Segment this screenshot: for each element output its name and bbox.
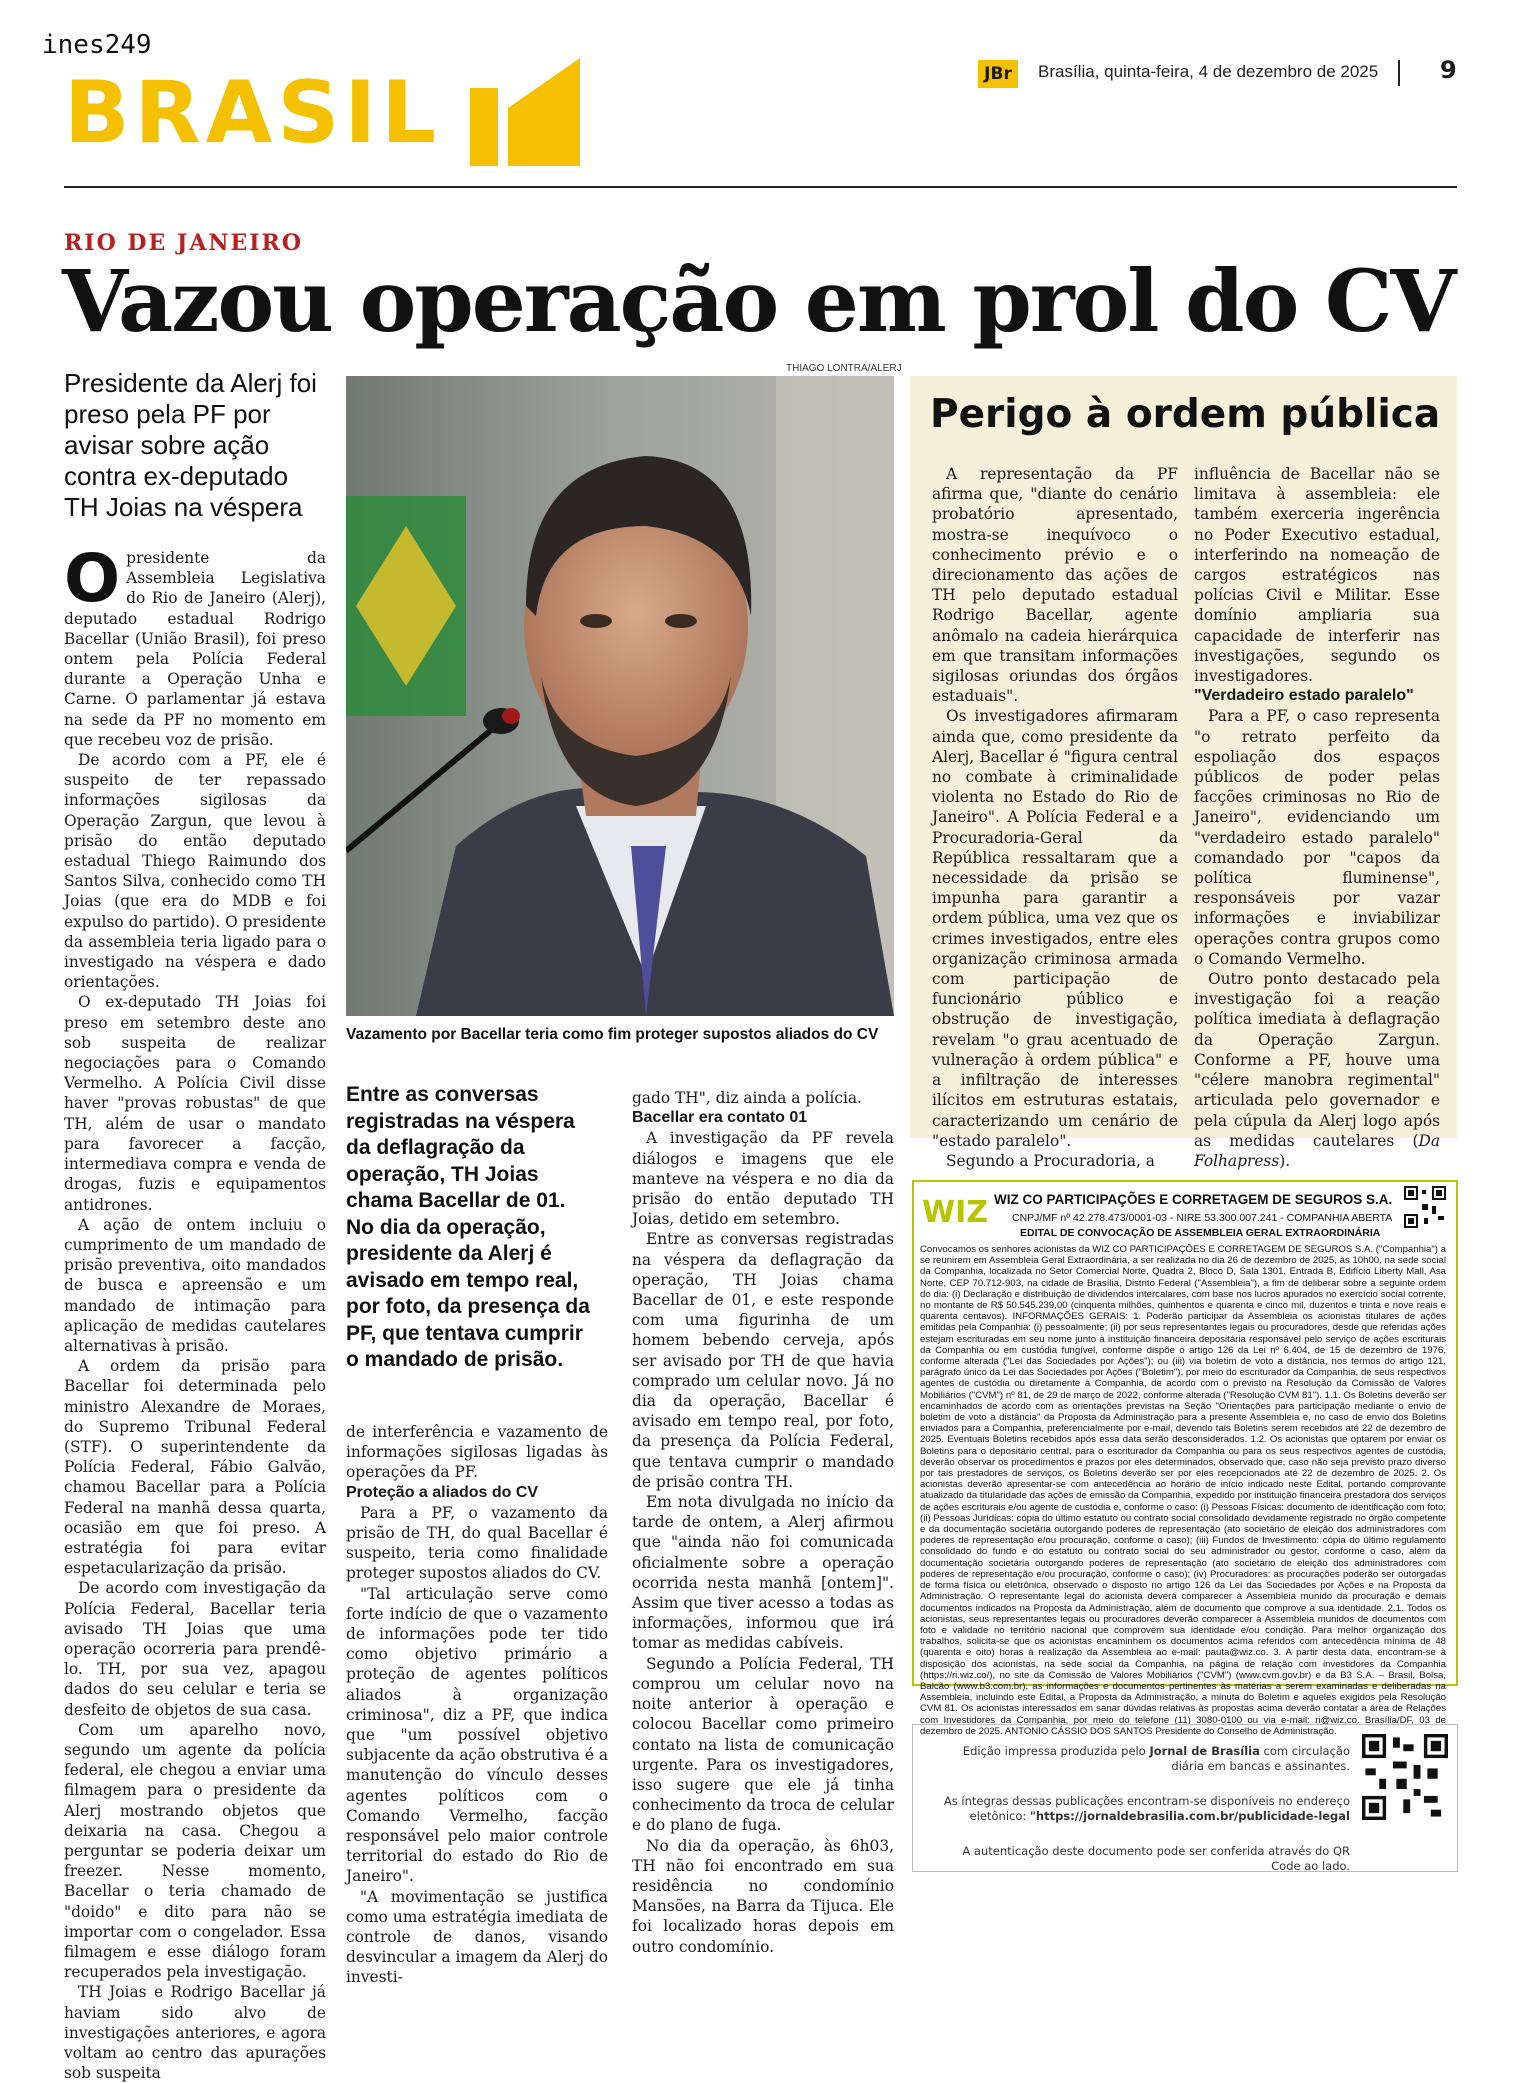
article-column-1 xyxy=(64,540,326,2083)
svg-text:WIZ: WIZ xyxy=(922,1195,989,1230)
page-tag: ines249 xyxy=(42,30,152,60)
header-divider xyxy=(1398,60,1400,86)
paragraph: gado TH", diz ainda a polícia. xyxy=(632,1089,862,1107)
paragraph: Segundo a Polícia Federal, TH comprou um celular novo na noite anterior à operação e colocou Bacellar como primeiro contato na lista de comunicação urgente. Para os investigadores, isso sugere que ele já tinha conhecimento da troca de celular e do plano de fuga. xyxy=(632,1654,894,1835)
header-rule xyxy=(64,186,1457,188)
qr-code-icon xyxy=(1404,1186,1446,1228)
sidebar-column-2 xyxy=(1194,464,1440,1171)
kicker: RIO DE JANEIRO xyxy=(64,230,303,256)
paragraph: De acordo com a PF, ele é suspeito de ter repassado informações sigilosas da Operação Zargun, que levou à prisão do então deputado estadual Thiego Raimundo dos Santos Silva, conhecido como TH Joias (que era do MDB e foi expulso do partido). O presidente da assembleia teria ligado para o investigado na véspera e dado orientações. xyxy=(64,751,326,992)
paragraph: Em nota divulgada no início da tarde de ontem, a Alerj afirmou que "ainda não foi comunicada oficialmente sobre a operação ocorrida nesta manhã [ontem]". Assim que tiver acesso a todas as informações, informou que irá tomar as medidas cabíveis. xyxy=(632,1493,894,1653)
article-column-2 xyxy=(346,1422,608,1988)
sidebar-title: Perigo à ordem pública xyxy=(930,392,1441,437)
source-credit: Da Folhapress xyxy=(1194,1131,1440,1170)
paragraph: De acordo com investigação da Polícia Federal, Bacellar teria avisado TH Joias que uma operação ocorreria para prendê-lo. TH, por sua vez, apagou dados do seu celular e teria se desfeito de objetos de sua casa. xyxy=(64,1579,326,1719)
sidebar-column-1 xyxy=(932,464,1178,1171)
paragraph: Com um aparelho novo, segundo um agente da polícia federal, ele chegou a enviar uma filmagem para o presidente da Alerj mostrando objetos que deixaria na casa. Chegou a perguntar se poderia deixar um freezer. Nesse momento, Bacellar o teria chamado de "doido" e dito para não se importar com o congelador. Essa filmagem e esse diálogo foram recuperados pela investigação. xyxy=(64,1720,326,1982)
wiz-logo-icon xyxy=(920,1190,990,1230)
subhead: Presidente da Alerj foi preso pela PF por avisar sobre ação contra ex-deputado TH Joias na véspera xyxy=(64,368,317,522)
notice-edital: EDITAL DE CONVOCAÇÃO DE ASSEMBLEIA GERAL EXTRAORDINÁRIA xyxy=(1020,1227,1381,1239)
section-subtitle: "Verdadeiro estado paralelo" xyxy=(1194,687,1414,705)
paragraph: Entre as conversas registradas na véspera da deflagração da operação, TH Joias chama Bacellar de 01, e este responde com uma figurinha de um homem bebendo cerveja, após ser avisado por TH de que havia comprado um celular novo. Já no dia da operação, Bacellar é avisado em tempo real, por foto, da presença da Polícia Federal, que tentava cumprir o mandado de prisão contra TH. xyxy=(632,1230,894,1491)
notice-text: Convocamos os senhores acionistas da WIZ CO PARTICIPAÇÕES E CORRETAGEM DE SEGUROS S.A. ("Companhia") a se reunirem em Assembleia Geral Extraordinária, a ser realizada no dia 26 de dezembro de 2025, às 10h00, na sede social da Companhia, localizada no Setor Comercial Norte, Quadra 2, Bloco D, Sala 1301, Entrada B, Edifício Liberty Mall, Asa Norte, CEP 70.712-903, na cidade de Brasília, Distrito Federal ("Assembleia"), a fim de deliberar sobre a seguinte ordem do dia: (i) Declaração e distribuição de dividendos intercalares, com base nos lucros apurados no exercício social corrente, no montante de R$ 50.545.239,00 (cinquenta milhões, quinhentos e quarenta e cinco mil, duzentos e trinta e nove reais e quarenta centavos). INFORMAÇÕES GERAIS: 1. Poderão participar da Assembleia os acionistas titulares de ações emitidas pela Companhia: (i) pessoalmente; (ii) por seus representantes legais ou procuradores, desde que referidas ações estejam escrituradas em seu nome junto à instituição financeira depositária responsável pelo serviço de ações escriturais da Companhia ou em custódia fungível, conforme dispõe o artigo 126 da Lei nº 6.404, de 15 de dezembro de 1976, conforme alterada ("Lei das Sociedades por Ações"); ou (iii) via boletim de voto a distância, nos termos do artigo 121, parágrafo único da Lei das Sociedades por Ações ("Boletim"), por meio do escriturador da Companhia, de seus respectivos agentes de custódia ou diretamente à Companhia, de acordo com o previsto na Resolução da Comissão de Valores Mobiliários ("CVM") nº 81, de 29 de março de 2022, conforme alterada ("Resolução CVM 81"). 1.1. Os Boletins deverão ser encaminhados de acordo com as orientações previstas na Seção "Orientações para participação mediante o envio de boletim de voto a distância" da Proposta da Administração para a presente Assembleia e, no caso de envio dos Boletins enviados para a Companhia, preferencialmente por e-mail, devendo tais Boletins serem recebidos até 22 de dezembro de 2025. Eventuais Boletins recebidos após essa data serão desconsiderados. 1.2. Os acionistas que optarem por enviar os Boletins para o depositário central, para o escriturador da Companhia ou para os seus respectivos agentes de custódia, deverão observar os procedimentos e prazos por eles determinados, observado que, caso não seja previsto prazo diverso por tais prestadores de serviços, os Boletins deverão ser por eles recepcionados até 22 de dezembro de 2025. 2. Os acionistas deverão apresentar-se com antecedência ao horário de início indicado neste Edital, portando comprovante atualizado da titularidade das ações de emissão da Companhia, expedido por instituição financeira prestadora dos serviços de ações escriturais e/ou agente de custódia e, conforme o caso: (i) Pessoas Físicas: documento de identificação com foto; (ii) Pessoas Jurídicas: cópia do último estatuto ou contrato social consolidado devidamente registrado no órgão competente e da documentação societária outorgando poderes de representação (ato societário de eleição dos administradores com poderes de representação e/ou procuração, conforme o caso); (iii) Fundos de Investimento: cópia do último regulamento consolidado do fundo e do estatuto ou contrato social do seu administrador ou gestor, conforme o caso, além da documentação societária outorgando poderes de representação (ato societário de eleição dos administradores com poderes de representação e/ou procuração, conforme o caso); (iv) Procuradores: as procurações poderão ser outorgadas de forma física ou eletrônica, observado o disposto no artigo 126 da Lei das Sociedades por Ações e na Proposta da Administração. O representante legal do acionista deverá comparecer à Assembleia munido da procuração e demais documentos indicados na Proposta da Administração, além de documento que comprove a sua identidade. 2.1. Todos os acionistas, seus representantes legais ou procuradores deverão comparecer à Assembleia munidos de documentos com foto e validade no território nacional que comprovem sua identidade e/ou condição. Para melhor organização dos trabalhos, solicita-se que os acionistas encaminhem os documentos acima referidos com antecedência mínima de 48 (quarenta e oito) horas à realização da Assembleia ao e-mail: pauta@wiz.co. 3. A partir desta data, encontram-se à disposição dos acionistas, na sede social da Companhia, na página de relação com investidores da Companhia (https://ri.wiz.co/), no site da Comissão de Valores Mobiliários ("CVM") (www.cvm.gov.br) e da B3 S.A. – Brasil, Bolsa, Balcão (www.b3.com.br), as informações e documentos pertinentes às matérias a serem examinadas e deliberadas na Assembleia, incluindo este Edital, a Proposta da Administração, a minuta do Boletim e aqueles exigidos pela Resolução CVM 81. Os acionistas interessados em sanar dúvidas relativas às propostas acima deverão contatar a área de Relações com Investidores da Companhia, por meio do telefone (11) 3080-0100 ou via e-mail: ri@wiz.co. Brasília/DF, 03 de dezembro de 2025. ANTONIO CÁSSIO DOS SANTOS Presidente do Conselho de Administração. xyxy=(920,1244,1446,1737)
paragraph: Para a PF, o caso representa "o retrato perfeito da espoliação dos espaços públicos de poder pelas facções criminosas no Rio de Janeiro", evidenciando um "verdadeiro estado paralelo" comandado por "capos da política fluminense", responsáveis por vazar informações e inviabilizar operações contra grupos como o Comando Vermelho. xyxy=(1194,707,1440,968)
footer-edition: Edição impressa produzida pelo Jornal de Brasília com circulação diária em bancas e assinantes. xyxy=(962,1744,1350,1773)
paragraph: Os investigadores afirmaram ainda que, como presidente da Alerj, Bacellar é "figura central no combate à criminalidade violenta no Estado do Rio de Janeiro". A Polícia Federal e a Procuradoria-Geral da República ressaltaram que a necessidade da prisão se impunha para garantir a ordem pública, uma vez que os crimes investigados, entre eles organização criminosa armada com participação de funcionário público e obstrução de investigação, revelam "o grau acentuado de vulneração à ordem pública" e a infiltração de interesses ilícitos em estruturas estatais, caracterizando um cenário de "estado paralelo". xyxy=(932,707,1178,1150)
paragraph: Segundo a Procuradoria, a xyxy=(946,1151,1155,1170)
section-subtitle: Proteção a aliados do CV xyxy=(346,1483,539,1501)
paragraph: "Tal articulação serve como forte indício de que o vazamento de informações pode ter tido como objetivo primário a proteção de agentes políticos aliados à organização criminosa", diz a PF, que indica que "um possível objetivo subjacente da ação obstrutiva é a manutenção do vínculo desses agentes políticos com o Comando Vermelho, facção responsável pelo maior controle territorial do estado do Rio de Janeiro". xyxy=(346,1584,609,1886)
notice-company: WIZ CO PARTICIPAÇÕES E CORRETAGEM DE SEGUROS S.A. xyxy=(994,1192,1393,1207)
lead-text: presidente da Assembleia Legislativa do Rio de Janeiro (Alerj), deputado estadual Rodrigo Bacellar (União Brasil), foi preso ontem pela Polícia Federal durante a Operação Unha e Carne. O parlamentar já estava na sede da PF no momento em que recebeu voz de prisão. xyxy=(64,549,326,749)
footer-url: As íntegras dessas publicações encontram-se disponíveis no endereço eletônico: "https://jornaldebrasilia.com.br/publicidade-legal xyxy=(943,1794,1350,1823)
photo-caption: Vazamento por Bacellar teria como fim proteger supostos aliados do CV xyxy=(346,1026,879,1043)
paragraph: Outro ponto destacado pela investigação foi a reação política imediata à deflagração da Operação Zargun. Conforme a PF, houve uma "célere manobra regimental" articulada pelo governador e pela cúpula da Alerj logo após as medidas cautelares (Da Folhapress). xyxy=(1194,970,1440,1170)
photo-credit: THIAGO LONTRA/ALERJ xyxy=(786,363,902,374)
lead-paragraph xyxy=(64,540,326,750)
paragraph: No dia da operação, às 6h03, TH não foi encontrado em sua residência no condomínio Mansões, na Barra da Tijuca. Ele foi localizado horas depois em outro condomínio. xyxy=(632,1836,894,1956)
paragraph: A investigação da PF revela diálogos e imagens que ele manteve na véspera e no dia da prisão do então deputado TH Joias, detido em setembro. xyxy=(632,1129,894,1229)
footer-authentication: A autenticação deste documento pode ser conferida através do QR Code ao lado. xyxy=(962,1844,1350,1873)
section-logo-icon xyxy=(470,58,590,166)
paragraph: Para a PF, o vazamento da prisão de TH, do qual Bacellar é suspeito, teria como finalidade proteger supostos aliados do CV. xyxy=(346,1503,608,1583)
brand-badge: JBr xyxy=(978,60,1018,88)
qr-code-icon xyxy=(1362,1734,1448,1820)
notice-cnpj: CNPJ/MF nº 42.278.473/0001-03 - NIRE 53.300.007.241 - COMPANHIA ABERTA xyxy=(1012,1212,1393,1224)
section-subtitle: Bacellar era contato 01 xyxy=(632,1109,808,1127)
article-column-3 xyxy=(632,1088,894,1957)
paragraph: O ex-deputado TH Joias foi preso em setembro deste ano sob suspeita de realizar negociações para o Comando Vermelho. A Polícia Civil disse haver "provas robustas" de que TH, além de usar o mandato para favorecer a facção, intermediava compra e venda de drogas, fuzis e equipamentos antidrones. xyxy=(64,993,326,1214)
news-photo xyxy=(346,376,894,1016)
section-title: BRASIL xyxy=(64,63,442,163)
paragraph: A ordem da prisão para Bacellar foi determinada pelo ministro Alexandre de Moraes, do Supremo Tribunal Federal (STF). O superintendente da Polícia Federal, Fábio Galvão, chamou Bacellar para a Polícia Federal na manhã dessa quarta, ocasião em que foi preso. A estratégia foi para evitar espetacularização da prisão. xyxy=(64,1357,326,1578)
paragraph: A representação da PF afirma que, "diante do cenário probatório apresentado, mostra-se inequívoco o conhecimento prévio e o direcionamento das ações de TH pelo deputado estadual Rodrigo Bacellar, agente anômalo na cadeia hierárquica em que transitam informações sigilosas oriundas dos órgãos estaduais". xyxy=(932,465,1178,706)
dateline: Brasília, quinta-feira, 4 de dezembro de 2025 xyxy=(1038,62,1379,81)
headline: Vazou operação em prol do CV xyxy=(62,252,1455,352)
footer-link[interactable]: "https://jornaldebrasilia.com.br/publicidade-legal xyxy=(1029,1809,1350,1823)
page-number: 9 xyxy=(1440,56,1457,84)
paragraph: "A movimentação se justifica como uma estratégia imediata de controle de danos, visando desvincular a imagem da Alerj do investi- xyxy=(346,1887,608,1987)
paragraph: TH Joias e Rodrigo Bacellar já haviam sido alvo de investigações anteriores, e agora voltam ao centro das apurações sob suspeita xyxy=(64,1983,326,2083)
dropcap: O xyxy=(64,540,121,617)
paragraph: A ação de ontem incluiu o cumprimento de um mandado de prisão preventiva, oito mandados de busca e apreensão e um mandado de intimação para aplicação de medidas cautelares alternativas à prisão. xyxy=(64,1215,326,1355)
pull-quote: Entre as conversas registradas na véspera da deflagração da operação, TH Joias chama Bacellar de 01. No dia da operação, presidente da Alerj é avisado em tempo real, por foto, da presença da PF, que tentava cumprir o mandado de prisão. xyxy=(346,1083,590,1371)
paragraph: influência de Bacellar não se limitava à assembleia: ele também exerceria ingerência no Poder Executivo estadual, interferindo na nomeação de cargos estratégicos nas polícias Civil e Militar. Esse domínio ampliaria sua capacidade de interferir nas investigações, segundo os investigadores. xyxy=(1194,465,1440,686)
paragraph: de interferência e vazamento de informações sigilosas ligadas às operações da PF. xyxy=(346,1423,608,1482)
